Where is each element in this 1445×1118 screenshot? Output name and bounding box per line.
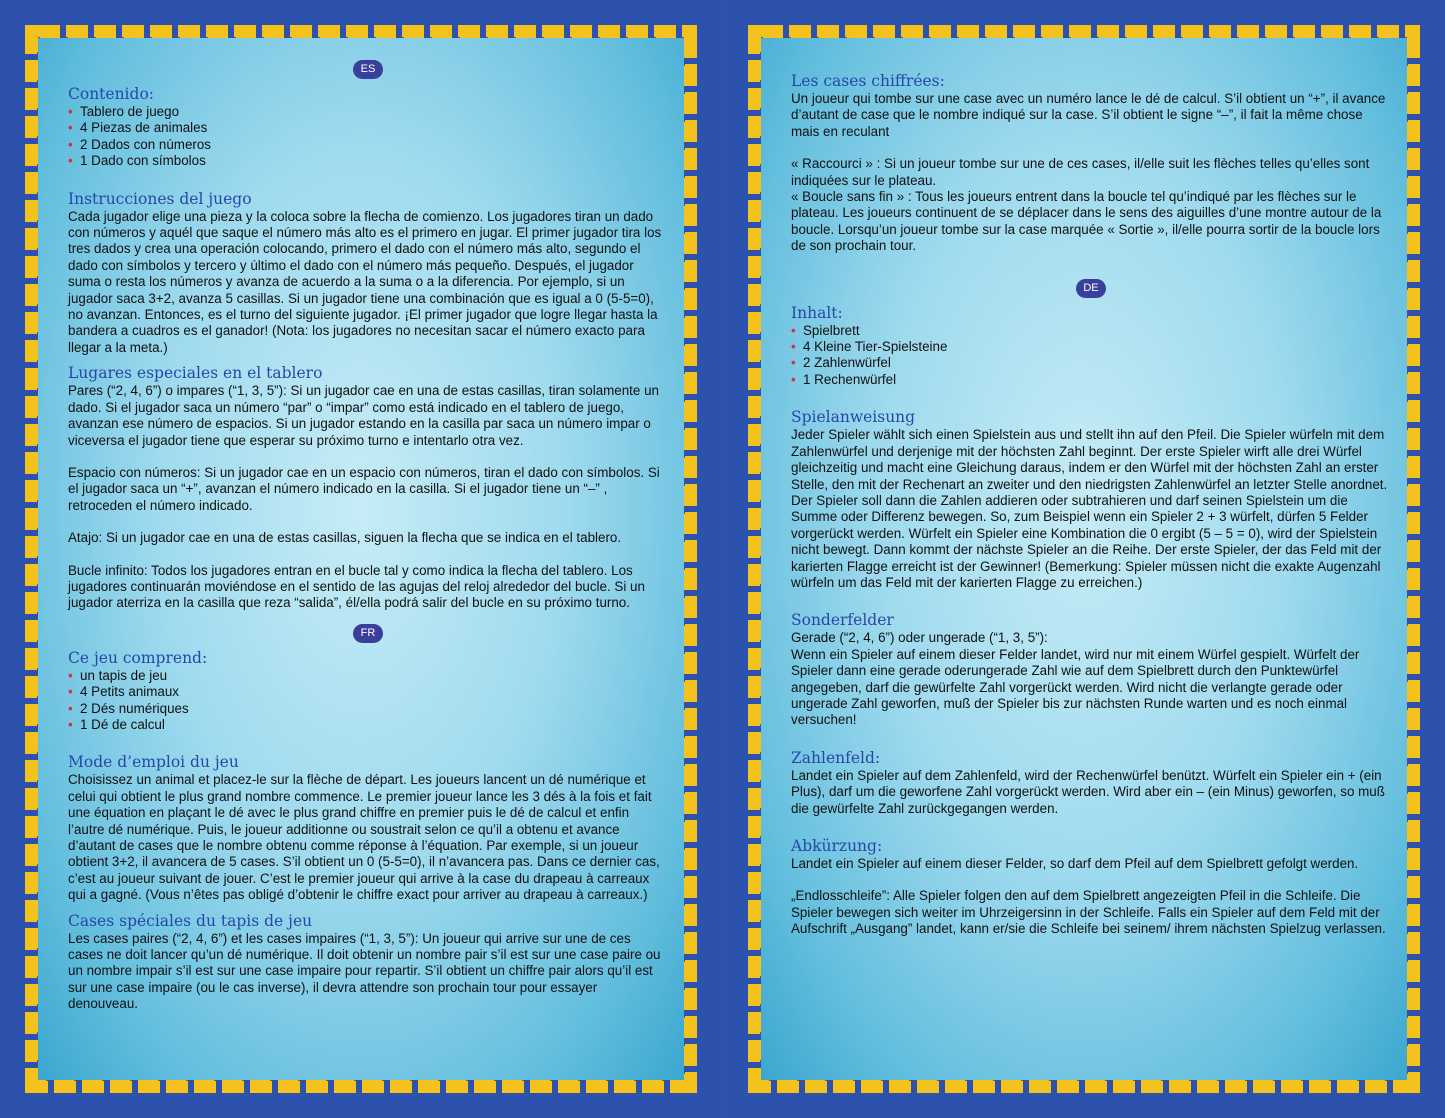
es-special-title: Lugares especiales en el tablero	[68, 364, 323, 383]
fr-numbered-title: Les cases chiffrées:	[791, 72, 945, 90]
de-sonder-p1: Gerade (“2, 4, 6”) oder ungerade (“1, 3, 5”):	[791, 630, 1048, 646]
fr-special-p1: Les cases paires (“2, 4, 6”) et les cases impaires (“1, 3, 5”): Un joueur qui arrive sur une de ces cases ne doit lancer qu’un dé numérique. Il doit obtenir un nombre pair s’il est sur une case paire ou un nombre impair s’il est sur une case impaire pour repartir. S’il obtient un chiffre pair alors qu’il est sur une case impaire (ou le cas inverse), il devra attendre son prochain tour pour essayer denouveau.	[68, 930, 661, 1012]
fr-numbered-p1b: mais en reculant	[791, 123, 890, 139]
left-page	[0, 0, 722, 1118]
de-contents-title: Inhalt:	[791, 303, 843, 322]
es-contents-list	[68, 104, 668, 170]
de-contents-list	[791, 323, 1391, 389]
es-special-p3: Atajo: Si un jugador cae en una de estas casillas, siguen la flecha que se indica en el tablero.	[68, 530, 622, 546]
es-special-p1: Pares (“2, 4, 6”) o impares (“1, 3, 5”): Si un jugador cae en una de estas casillas, tiran solamente un dado. Si el jugador saca un número “par” o “impar” como está indicado en el tablero de juego, avanzan ese número de espacios. Si un jugador estando en la casilla par saca un número impar o viceversa el jugador tiene que esperar su próximo turno e intentarlo otra vez.	[68, 383, 659, 448]
fr-contents-title: Ce jeu comprend:	[68, 648, 208, 667]
de-zahlen-title: Zahlenfeld:	[791, 748, 881, 767]
es-badge: ES	[353, 60, 383, 79]
fr-instructions-text: Choisissez un animal et placez-le sur la flèche de départ. Les joueurs lancent un dé numérique et celui qui obtient le plus grand nombre commence. Le premier joueur lance les 3 dés à la fois et fait une équation en plaçant le dé avec le plus grand chiffre en premier puis le dé de calcul et enfin l’autre dé numérique. Puis, le joueur additionne ou soustrait selon ce qu’il a obtenu et avance d’autant de cases que le nombre obtenu comme réponse à l’équation. Par exemple, si un joueur obtient 3+2, il avancera de 5 cases. S’il obtient un 0 (5-5=0), il n’avancera pas. Dans ce dernier cas, c’est au joueur suivant de jouer. C’est le premier joueur qui arrive à la case du drapeau à carreaux qui a gagné. (Vous n’êtes pas obligé d’obtenir le chiffre exact pour arriver au drapeau à carreaux.)	[68, 772, 660, 903]
list-item: • 1 Dé de calcul	[68, 717, 668, 733]
fr-contents-list	[68, 668, 668, 734]
fr-numbered-p2: « Raccourci » : Si un joueur tombe sur une de ces cases, il/elle suit les flèches telles qu’elles sont indiquées sur le plateau.	[791, 156, 1370, 188]
list-item: • 1 Rechenwürfel	[791, 372, 1391, 388]
fr-instructions-title: Mode d’emploi du jeu	[68, 753, 239, 772]
right-panel	[761, 38, 1407, 1080]
list-item: • 4 Piezas de animales	[68, 120, 668, 136]
list-item: • Spielbrett	[791, 323, 1391, 339]
es-contents-title: Contenido:	[68, 85, 154, 103]
fr-numbered-p3: « Boucle sans fin » : Tous les joueurs entrent dans la boucle tel qu’indiqué par les flèches sur le plateau. Les joueurs continuent de se déplacer dans le sens des aiguilles d’une montre autour de la boucle. Lorsqu’un joueur tombe sur la case marquée « Sortie », il/elle pourra sortir de la boucle lors de son prochain tour.	[791, 189, 1382, 254]
list-item: • 4 Petits animaux	[68, 684, 668, 700]
de-endlos-text: „Endlosschleife”: Alle Spieler folgen den auf dem Spielbrett angezeigten Pfeil in die Schleife. Die Spieler bewegen sich weiter im Uhrzeigersinn in der Schleife. Falls ein Spieler auf dem Feld mit der Aufschrift „Ausgang” landet, kann er/sie die Schleife bei seinem/ ihrem nächsten Spielzug verlassen.	[791, 888, 1386, 937]
list-item: • 2 Dés numériques	[68, 701, 668, 717]
de-sonder-title: Sonderfelder	[791, 611, 894, 630]
fr-special-title: Cases spéciales du tapis de jeu	[68, 911, 313, 930]
de-zahlen-text: Landet ein Spieler auf dem Zahlenfeld, wird der Rechenwürfel benützt. Würfelt ein Spieler ein + (ein Plus), darf um die geworfene Zahl vorgerückt werden. Wird aber ein – (ein Minus) geworfen, so muß die gewürfelte Zahl zurückgegangen werden.	[791, 767, 1385, 816]
list-item: • 4 Kleine Tier-Spielsteine	[791, 339, 1391, 355]
left-panel	[38, 38, 684, 1080]
list-item: • 2 Dados con números	[68, 137, 668, 153]
es-special-p4: Bucle infinito: Todos los jugadores entran en el bucle tal y como indica la flecha del tablero. Los jugadores continuarán moviéndose en el sentido de las agujas del reloj alrededor del bucle. Si un jugador aterriza en la casilla que reza “salida”, él/ella podrá salir del bucle en su próximo turno.	[68, 562, 645, 611]
de-abk-title: Abkürzung:	[791, 837, 883, 855]
de-instructions-title: Spielanweisung	[791, 408, 916, 427]
de-badge: DE	[1076, 279, 1106, 298]
de-sonder-p2: Wenn ein Spieler auf einem dieser Felder landet, wird nur mit einem Würfel gespielt. Würfelt der Spieler dann eine gerade oderungerade Zahl wie auf dem Spielbrett durch den Punktewürfel angegeben, darf die gewürfelte Zahl vorgerückt werden. Wird nicht die verlangte gerade oder ungerade Zahl geworfen, muß der Spieler bis zur nächsten Runde warten und es noch einmal versuchen!	[791, 646, 1360, 728]
left-content	[68, 60, 668, 1013]
de-instructions-text: Jeder Spieler wählt sich einen Spielstein aus und stellt ihn auf den Pfeil. Die Spieler würfeln mit dem Zahlenwürfel und derjenige mit der höchsten Zahl beginnt. Der erste Spieler wirft alle drei Würfel gleichzeitig und macht eine Gleichung daraus, indem er den Würfel mit der höchsten Zahl an erster Stelle, den mit der Rechenart an zweiter und den niedrigsten Zahlenwürfel an letzter Stelle anordnet. Der Spieler soll dann die Zahlen addieren oder subtrahieren und darf seinen Spielstein um die Summe oder Differenz bewegen. So, zum Beispiel wenn ein Spieler 2 + 3 würfelt, dürfen 5 Felder vorgerückt werden. Würfelt ein Spieler eine Kombination die 0 ergibt (5 – 5 = 0), wird der Spielstein nicht bewegt. Dann kommt der nächste Spieler an die Reihe. Der erste Spieler, der das Feld mit der karierten Flagge erreicht ist der Gewinner! (Bemerkung: Spieler müssen nicht die exakte Augenzahl würfeln um das Feld mit der karierten Flagge zu erreichen.)	[791, 427, 1388, 590]
fr-numbered-p1: Un joueur qui tombe sur une case avec un numéro lance le dé de calcul. S’il obtient un “+”, il avance d’autant de case que le nombre indiqué sur la case. S’il obtient le signe “–”, il fait la même chose	[791, 91, 1386, 123]
es-instructions-title: Instrucciones del juego	[68, 189, 252, 208]
fr-badge: FR	[353, 624, 383, 643]
list-item: • 1 Dado con símbolos	[68, 153, 668, 169]
es-instructions-text: Cada jugador elige una pieza y la coloca sobre la flecha de comienzo. Los jugadores tiran un dado con números y aquél que saque el número más alto es el primero en jugar. El primer jugador tira los tres dados y crea una operación colocando, primero el dado con el número más alto, segundo el dado con símbolos y tercero y último el dado con el número más pequeño. Después, el jugador suma o resta los números y avanza de acuerdo a la suma o a la diferencia. Por ejemplo, si un jugador saca 3+2, avanza 5 casillas. Si un jugador tiene una combinación que es igual a 0 (5-5=0), no avanzan. Entonces, es el turno del siguiente jugador. ¡El primer jugador que logre llegar hasta la bandera a cuadros es el ganador! (Nota: los jugadores no necesitan sacar el número exacto para llegar a la meta.)	[68, 208, 662, 355]
right-content	[791, 72, 1391, 938]
list-item: • 2 Zahlenwürfel	[791, 355, 1391, 371]
right-page	[723, 0, 1445, 1118]
es-special-p2: Espacio con números: Si un jugador cae en un espacio con números, tiran el dado con símbolos. Si el jugador saca un “+”, avanzan el número indicado en la casilla. Si el jugador tiene un “–” , retroceden el número indicado.	[68, 464, 660, 513]
list-item: • Tablero de juego	[68, 104, 668, 120]
list-item: • un tapis de jeu	[68, 668, 668, 684]
de-abk-text: Landet ein Spieler auf einem dieser Felder, so darf dem Pfeil auf dem Spielbrett gefolgt werden.	[791, 856, 1359, 871]
